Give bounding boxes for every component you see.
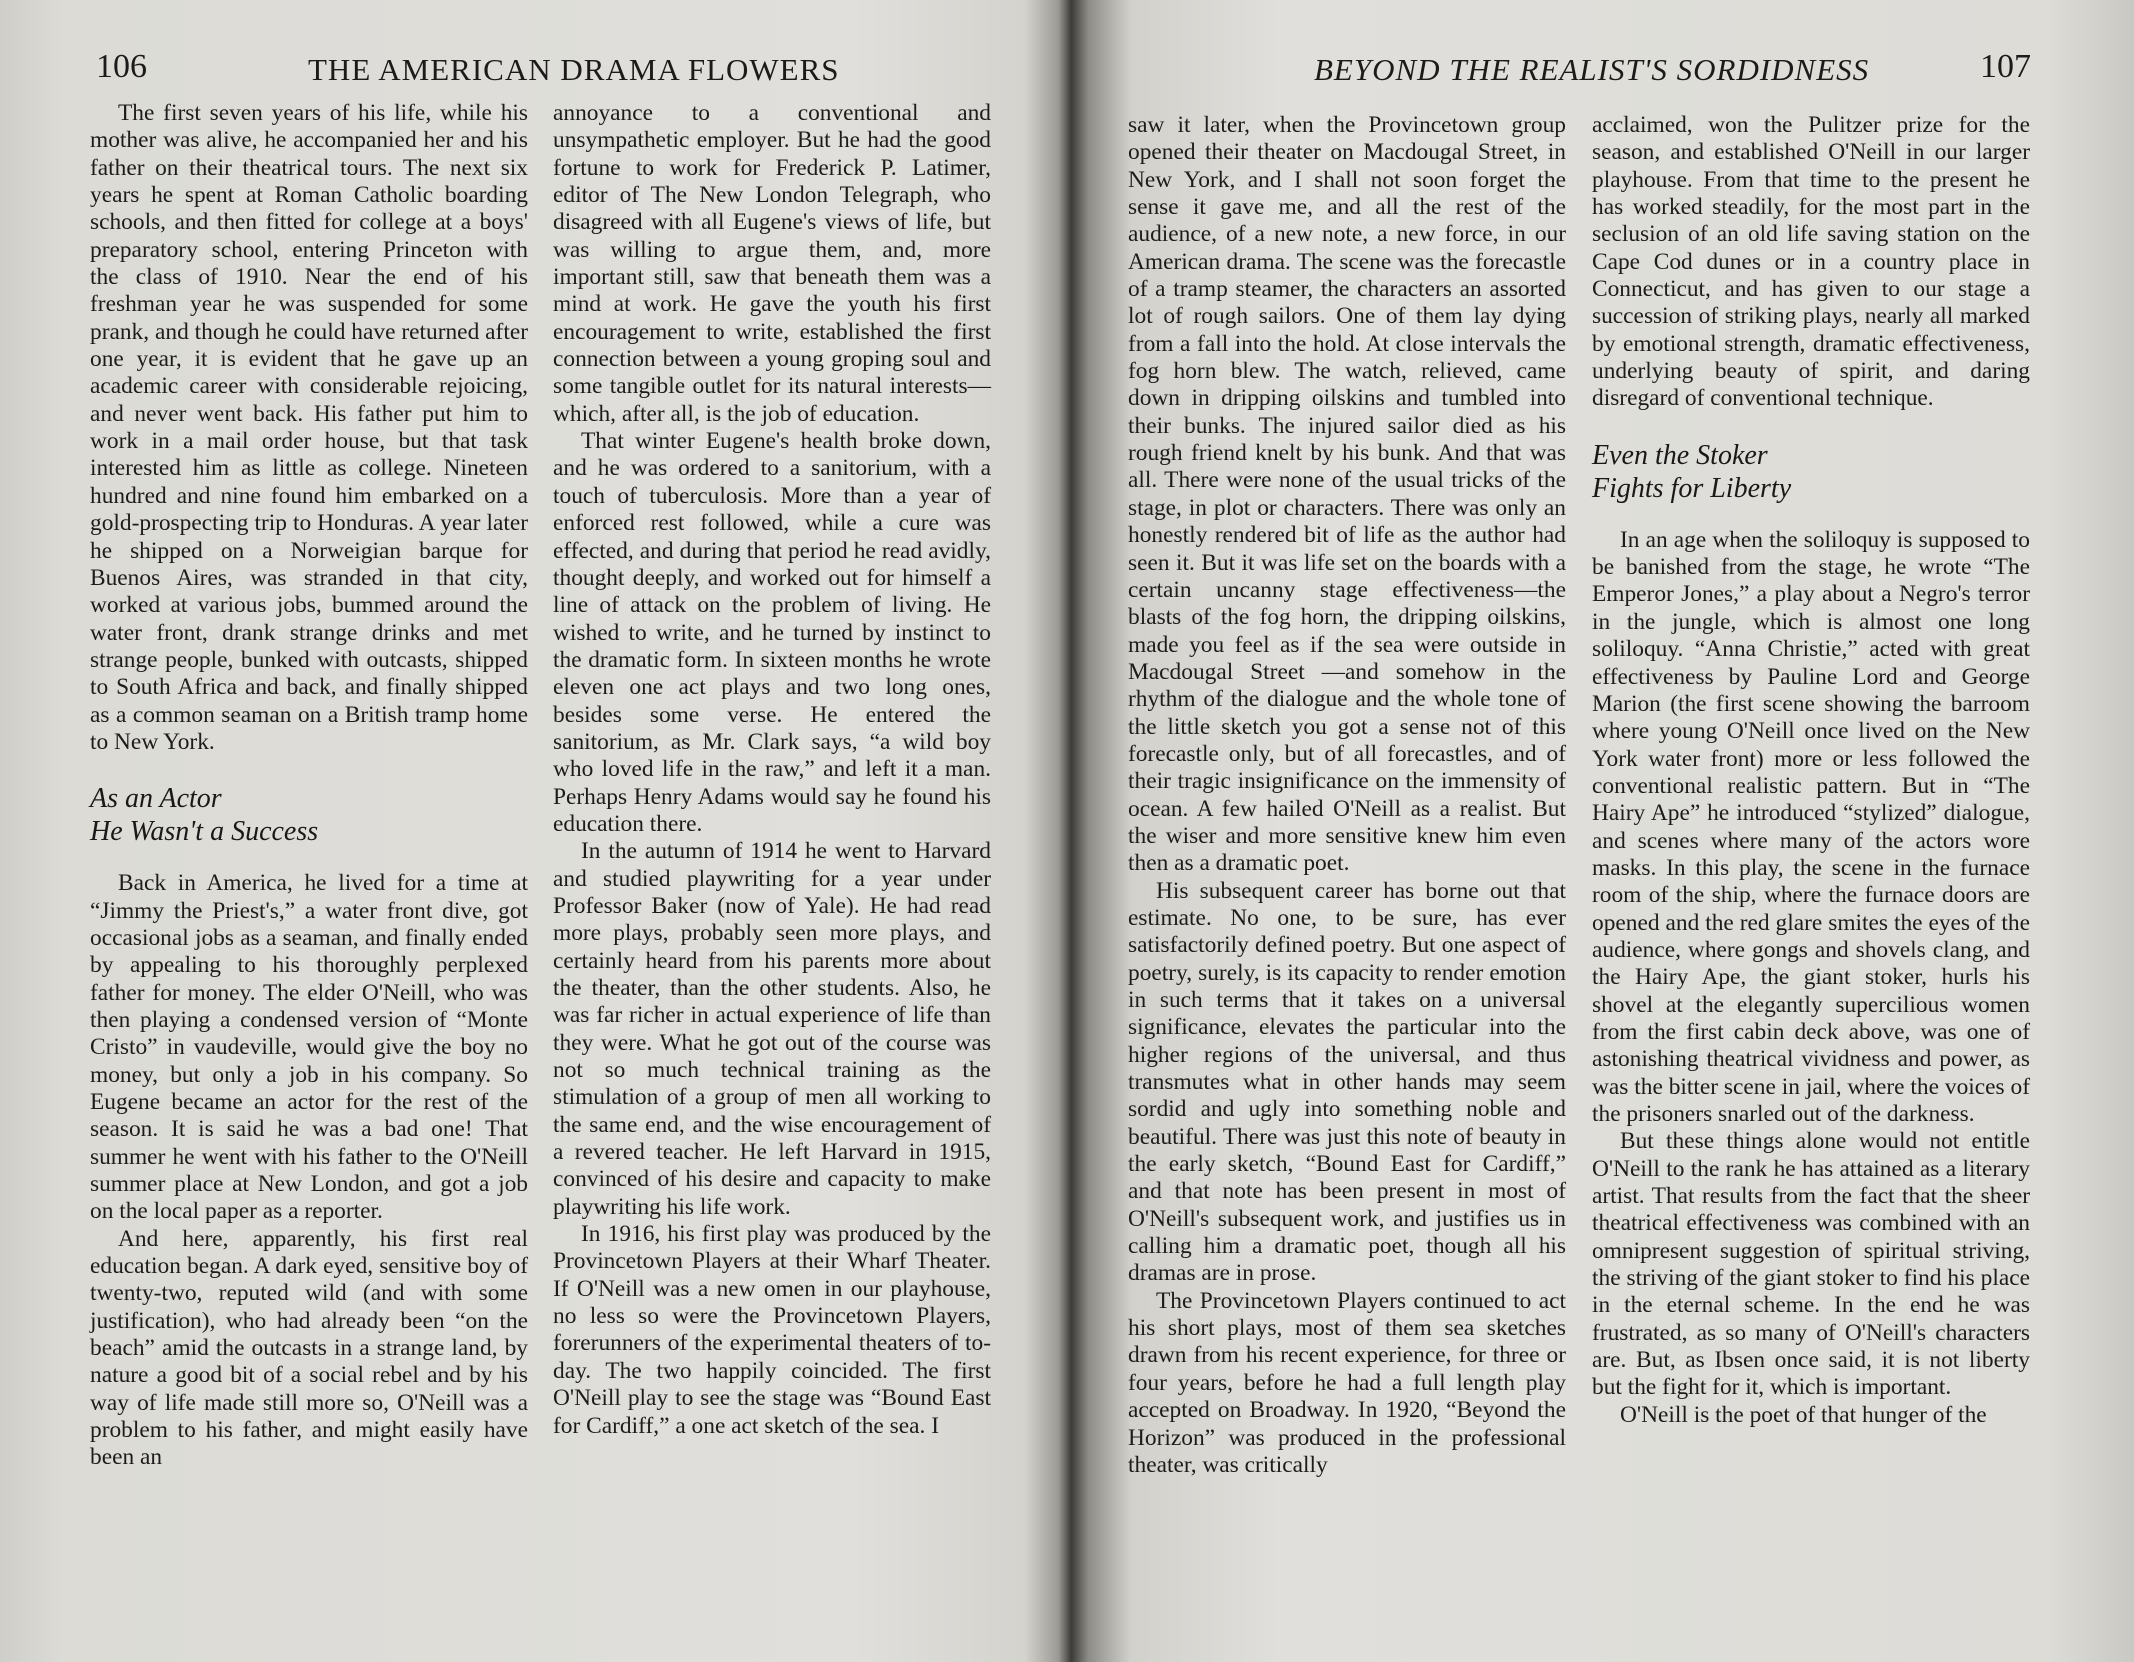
page-number: 107 [1980,48,2031,85]
section-heading-line: As an Actor [90,783,222,815]
column-left [1128,112,1566,1479]
page-number: 106 [96,48,147,85]
paragraph: annoyance to a conventional and unsympathetic employer. But he had the good fortune to work for Frederick P. Latimer, editor of The New London Telegraph, who disagreed with all Eugene's views of life, but was willing to argue them, and, more important still, saw that beneath them was a mind at work. He gave the youth his first encouragement to write, established the first connection between a young groping soul and some tangible outlet for its natural interests—which, after all, is the job of education. [553,100,991,427]
paragraph: And here, apparently, his first real education began. A dark eyed, sensitive boy of twenty-two, reputed wild (and with some justification), who had already been “on the beach” amid the outcasts in a strange land, by nature a good bit of a social rebel and by his way of life made still more so, O'Neill was a problem to his father, and might easily have been an [90,1225,528,1471]
running-head: THE AMERICAN DRAMA FLOWERS [308,52,840,87]
left-page [0,0,1062,1662]
column-right [1592,112,2030,1429]
section-heading-line: He Wasn't a Success [90,816,319,848]
paragraph: saw it later, when the Provincetown group opened their theater on Macdougal Street, in New York, and I shall not soon forget the sense it gave me, and all the rest of the audience, of a new note, a new force, in our American drama. The scene was the forecastle of a tramp steamer, the characters an assorted lot of rough sailors. One of them lay dying from a fall into the hold. At close intervals the fog horn blew. The watch, relieved, came down in dripping oilskins and tumbled into their bunks. The injured sailor died as his rough friend knelt by his bunk. And that was all. There were none of the usual tricks of the stage, in plot or characters. There was only an honestly rendered bit of life as the author had seen it. But it was life set on the boards with a certain uncanny stage effectiveness—the blasts of the fog horn, the dripping oilskins, made you feel as if the sea were outside in Macdougal Street —and somehow in the rhythm of the dialogue and the whole tone of the little sketch you got a sense not of this forecastle only, but of all forecastles, and of their tragic insignificance on the immensity of ocean. A few hailed O'Neill as a realist. But the wiser and more sensitive knew him even then as a dramatic poet. [1128,112,1566,877]
paragraph: In 1916, his first play was produced by the Provincetown Players at their Wharf Theater. If O'Neill was a new omen in our playhouse, no less so were the Provincetown Players, forerunners of the experimental theaters of to-day. The two happily coincided. The first O'Neill play to see the stage was “Bound East for Cardiff,” a one act sketch of the sea. I [553,1221,991,1439]
right-page [1072,0,2134,1662]
paragraph: In an age when the soliloquy is supposed to be banished from the stage, he wrote “The Emperor Jones,” a play about a Negro's terror in the jungle, which is almost one long soliloquy. “Anna Christie,” acted with great effectiveness by Pauline Lord and George Marion (the first scene showing the barroom where young O'Neill once lived on the New York water front) more or less followed the conventional realistic pattern. But in “The Hairy Ape” he introduced “stylized” dialogue, and scenes where many of the actors wore masks. In this play, the scene in the furnace room of the ship, where the furnace doors are opened and the red glare smites the eyes of the audience, where gongs and shovels clang, and the Hairy Ape, the giant stoker, hurls his shovel at the elegantly supercilious women from the first cabin deck above, was one of astonishing theatrical vividness and power, as was the bitter scene in jail, where the voices of the prisoners snarled out of the darkness. [1592,526,2030,1127]
column-right [553,100,991,1440]
section-heading-line: Even the Stoker [1592,439,1768,471]
paragraph: That winter Eugene's health broke down, and he was ordered to a sanitorium, with a touch of tuberculosis. More than a year of enforced rest followed, while a cure was effected, and during that period he read avidly, thought deeply, and worked out for himself a line of attack on the problem of living. He wished to write, and he turned by instinct to the dramatic form. In sixteen months he wrote eleven one act plays and two long ones, besides some verse. He entered the sanitorium, as Mr. Clark says, “a wild boy who loved life in the raw,” and left it a man. Perhaps Henry Adams would say he found his education there. [553,428,991,837]
running-head: BEYOND THE REALIST'S SORDIDNESS [1314,52,1870,87]
section-heading-line: Fights for Liberty [1592,472,1792,504]
column-left [90,100,528,1472]
section-heading [90,782,528,848]
paragraph: The first seven years of his life, while his mother was alive, he accompanied her and his father on their theatrical tours. The next six years he spent at Roman Catholic boarding schools, and then fitted for college at a boys' preparatory school, entering Princeton with the class of 1910. Near the end of his freshman year he was suspended for some prank, and though he could have returned after one year, it is evident that he gave up an academic career with considerable rejoicing, and never went back. His father put him to work in a mail order house, but that task interested him as little as college. Nineteen hundred and nine found him embarked on a gold-prospecting trip to Honduras. A year later he shipped on a Norweigian barque for Buenos Aires, was stranded in that city, worked at various jobs, bummed around the water front, drank strange drinks and met strange people, bunked with outcasts, shipped to South Africa and back, and finally shipped as a common seaman on a British tramp home to New York. [90,100,528,755]
paragraph: The Provincetown Players continued to act his short plays, most of them sea sketches drawn from his recent experience, for three or four years, before he had a full length play accepted on Broadway. In 1920, “Beyond the Horizon” was produced in the professional theater, was critically [1128,1287,1566,1478]
paragraph: His subsequent career has borne out that estimate. No one, to be sure, has ever satisfactorily defined poetry. But one aspect of poetry, surely, is its capacity to render emotion in such terms that it takes on a universal significance, elevates the particular into the higher regions of the universal, and thus transmutes what in other hands may seem sordid and ugly into something noble and beautiful. There was just this note of beauty in the early sketch, “Bound East for Cardiff,” and that note has been present in most of O'Neill's subsequent work, and justifies us in calling him a dramatic poet, though all his dramas are in prose. [1128,877,1566,1287]
paragraph: acclaimed, won the Pulitzer prize for the season, and established O'Neill in our larger playhouse. From that time to the present he has worked steadily, for the most part in the seclusion of an old life saving station on the Cape Cod dunes or in a country place in Connecticut, and has given to our stage a succession of striking plays, nearly all marked by emotional strength, dramatic effectiveness, underlying beauty of spirit, and daring disregard of conventional technique. [1592,112,2030,412]
paragraph: O'Neill is the poet of that hunger of the [1620,1401,1987,1428]
paragraph: Back in America, he lived for a time at “Jimmy the Priest's,” a water front dive, got occasional jobs as a seaman, and finally ended by appealing to his thoroughly perplexed father for money. The elder O'Neill, who was then playing a condensed version of “Monte Cristo” in vaudeville, would give the boy no money, but only a job in his company. So Eugene became an actor for the rest of the season. It is said he was a bad one! That summer he went with his father to the O'Neill summer place at New London, and got a job on the local paper as a reporter. [90,870,528,1225]
paragraph: But these things alone would not entitle O'Neill to the rank he has attained as a literary artist. That results from the fact that the sheer theatrical effectiveness was combined with an omnipresent suggestion of spiritual striving, the striving of the giant stoker to find his place in the eternal scheme. In the end he was frustrated, as so many of O'Neill's characters are. But, as Ibsen once said, it is not liberty but the fight for it, which is important. [1592,1128,2030,1401]
section-heading [1592,439,2030,505]
paragraph: In the autumn of 1914 he went to Harvard and studied playwriting for a year under Professor Baker (now of Yale). He had read more plays, probably seen more plays, and certainly heard from his parents more about the theater, than the other students. Also, he was far richer in actual experience of life than they were. What he got out of the course was not so much technical training as the stimulation of a group of men all working to the same end, and the wise encouragement of a revered teacher. He left Harvard in 1915, convinced of his desire and capacity to make playwriting his life work. [553,838,991,1220]
